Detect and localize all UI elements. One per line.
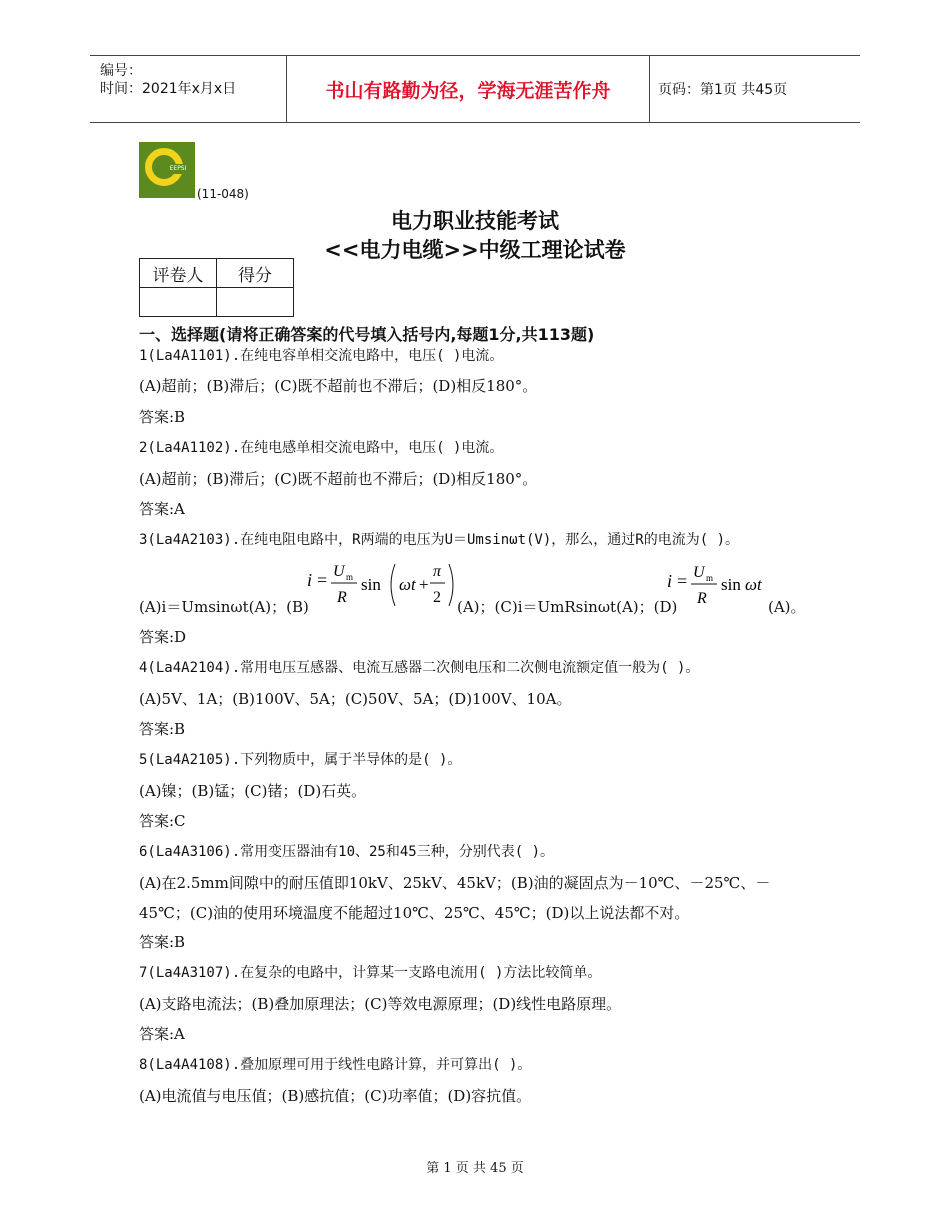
svg-text:R: R <box>697 590 707 607</box>
question-7-answer: 答案:A <box>139 1025 185 1043</box>
question-8: 8(La4A4108).叠加原理可用于线性电路计算，并可算出( )。 <box>139 1057 532 1073</box>
question-3: 3(La4A2103).在纯电阻电路中，R两端的电压为U＝Umsinωt(V)，那么，通过R的电流为( )。 <box>139 532 740 548</box>
question-6: 6(La4A3106).常用变压器油有10、25和45三种，分别代表( )。 <box>139 844 555 860</box>
page-info: 页码：第1页 共45页 <box>658 82 788 98</box>
question-1-options: (A)超前；(B)滞后；(C)既不超前也不滞后；(D)相反180°。 <box>139 377 538 395</box>
question-6-answer: 答案:B <box>139 933 186 951</box>
serial-label: 编号： <box>100 63 142 79</box>
question-3-options-d-tail: (A)。 <box>768 598 806 616</box>
grader-cell <box>140 288 217 317</box>
question-2-answer: 答案:A <box>139 500 185 518</box>
page-footer: 第 1 页 共 45 页 <box>426 1161 524 1176</box>
question-6-options-cont: 45℃；(C)油的使用环境温度不能超过10℃、25℃、45℃；(D)以上说法都不对。 <box>139 904 690 922</box>
question-6-options: (A)在2.5mm间隙中的耐压值即10kV、25kV、45kV；(B)油的凝固点为－10℃、－25℃、－ <box>139 874 771 892</box>
svg-text:m: m <box>346 572 354 582</box>
doc-subtitle: <<电力电缆>>中级工理论试卷 <box>324 238 626 262</box>
question-4: 4(La4A2104).常用电压互感器、电流互感器二次侧电压和二次侧电流额定值一般为( )。 <box>139 660 700 676</box>
grade-table <box>139 258 294 317</box>
question-7: 7(La4A3107).在复杂的电路中，计算某一支路电流用( )方法比较简单。 <box>139 965 602 981</box>
svg-text:U: U <box>333 563 345 580</box>
svg-text:m: m <box>706 573 714 583</box>
formula-d <box>665 563 775 609</box>
svg-text:sin: sin <box>361 575 381 594</box>
question-2: 2(La4A1102).在纯电感单相交流电路中，电压( )电流。 <box>139 440 504 456</box>
time-label: 时间：2021年x月x日 <box>100 81 237 97</box>
header-page-cell <box>650 56 860 122</box>
svg-text:=: = <box>677 571 688 591</box>
question-3-answer: 答案:D <box>139 628 187 646</box>
formula-b <box>305 558 465 610</box>
header-meta-cell <box>90 56 287 122</box>
logo-icon: EEPSI <box>139 142 195 198</box>
svg-text:R: R <box>337 589 347 606</box>
question-8-options: (A)电流值与电压值；(B)感抗值；(C)功率值；(D)容抗值。 <box>139 1087 532 1105</box>
svg-text:i: i <box>667 571 673 591</box>
grader-header: 评卷人 <box>140 259 217 288</box>
question-3-options-b-tail: (A)；(C)i＝UmRsinωt(A)；(D) <box>457 598 678 616</box>
section-heading: 一、选择题(请将正确答案的代号填入括号内,每题1分,共113题) <box>139 325 595 344</box>
doc-title: 电力职业技能考试 <box>391 209 559 233</box>
question-1: 1(La4A1101).在纯电容单相交流电路中，电压( )电流。 <box>139 348 504 364</box>
question-5: 5(La4A2105).下列物质中，属于半导体的是( )。 <box>139 752 462 768</box>
question-5-answer: 答案:C <box>139 812 186 830</box>
svg-text:2: 2 <box>433 589 441 606</box>
svg-text:+: + <box>419 575 429 594</box>
svg-text:ωt: ωt <box>745 575 762 594</box>
svg-text:=: = <box>317 570 328 590</box>
score-header: 得分 <box>217 259 294 288</box>
question-7-options: (A)支路电流法；(B)叠加原理法；(C)等效电源原理；(D)线性电路原理。 <box>139 995 622 1013</box>
motto: 书山有路勤为径，学海无涯苦作舟 <box>325 79 611 102</box>
svg-text:sin: sin <box>721 575 741 594</box>
svg-text:π: π <box>433 563 442 580</box>
question-1-answer: 答案:B <box>139 408 186 426</box>
question-2-options: (A)超前；(B)滞后；(C)既不超前也不滞后；(D)相反180°。 <box>139 470 538 488</box>
question-5-options: (A)镍；(B)锰；(C)锗；(D)石英。 <box>139 782 367 800</box>
question-4-options: (A)5V、1A；(B)100V、5A；(C)50V、5A；(D)100V、10A。 <box>139 690 572 708</box>
question-3-options-a: (A)i＝Umsinωt(A)；(B) <box>139 598 309 616</box>
header-motto-cell <box>287 56 650 122</box>
svg-text:U: U <box>693 564 705 581</box>
score-cell <box>217 288 294 317</box>
question-4-answer: 答案:B <box>139 720 186 738</box>
svg-text:i: i <box>307 570 313 590</box>
page-header <box>90 55 860 123</box>
svg-text:ωt: ωt <box>399 575 416 594</box>
doc-code: (11-048) <box>197 187 249 201</box>
